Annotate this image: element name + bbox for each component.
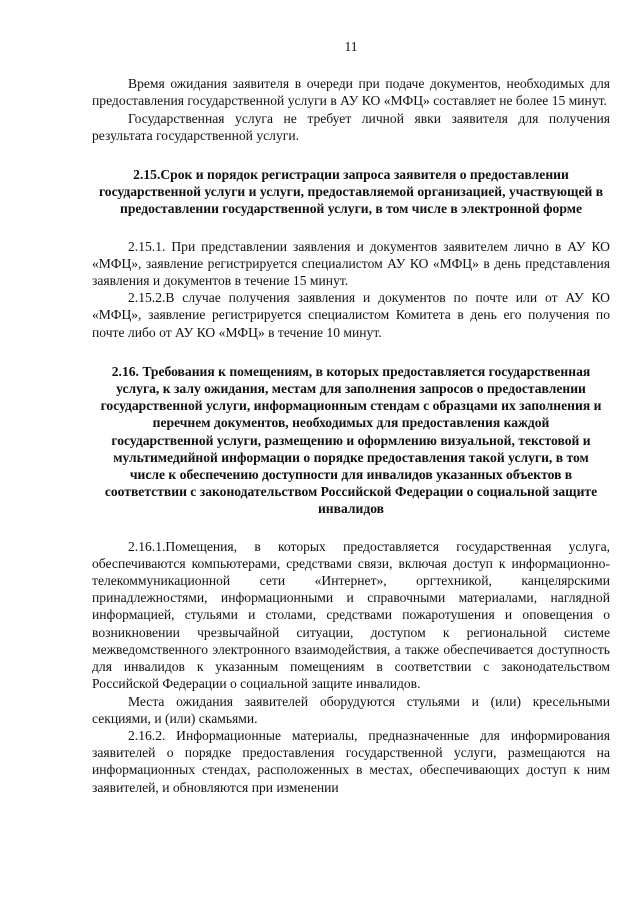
paragraph-2-15-2: 2.15.2.В случае получения заявления и документов по почте или от АУ КО «МФЦ», заявление регистрируется специалистом Комитета в день его получения по почте либо от АУ КО «МФЦ» в течение 10 минут.	[92, 290, 610, 340]
paragraph-2-16-2: 2.16.2. Информационные материалы, предназначенные для информирования заявителей о порядке предоставления государственной услуги, размещаются на информационных стендах, расположенных в местах, обеспечивающих доступ к ним заявителей, и обновляются при изменении	[92, 727, 610, 795]
section-heading-2-16: 2.16. Требования к помещениям, в которых предоставляется государственная услуга, к залу ожидания, местам для заполнения запросов о предоставлении государственной услуги, информационным стендам с образцами их заполнения и перечнем документов, необходимых для предоставления каждой государственной услуги, размещению и оформлению визуальной, текстовой и мультимедийной информации о порядке предоставления такой услуги, в том числе к обеспечению доступности для инвалидов указанных объектов в соответствии с законодательством Российской Федерации о социальной защите инвалидов	[100, 363, 602, 517]
paragraph-2-15-1: 2.15.1. При представлении заявления и документов заявителем лично в АУ КО «МФЦ», заявление регистрируется специалистом АУ КО «МФЦ» в день представления заявления и документов в течение 15 минут.	[92, 238, 610, 289]
page-number: 11	[344, 39, 358, 54]
section-heading-2-15: 2.15.Срок и порядок регистрации запроса заявителя о предоставлении государственной услуги и услуги, предоставляемой организацией, участвующей в предоставлении государственной услуги, в том числе в электронной форме	[98, 167, 604, 217]
paragraph-2-16-1: 2.16.1.Помещения, в которых предоставляется государственная услуга, обеспечиваются компьютерами, средствами связи, включая доступ к информационно-телекоммуникационной сети «Интернет», оргтехникой, канцелярскими принадлежностями, информационными и справочными материалами, наглядной информацией, стульями и столами, средствами пожаротушения и оповещения о возникновении чрезвычайной ситуации, доступом к региональной системе межведомственного электронного взаимодействия, а также обеспечивается доступность для инвалидов к указанным помещениям в соответствии с законодательством Российской Федерации о социальной защите инвалидов.	[92, 538, 610, 692]
paragraph-waiting-time: Время ожидания заявителя в очереди при подаче документов, необходимых для предоставления государственной услуги в АУ КО «МФЦ» составляет не более 15 минут.	[92, 76, 610, 109]
paragraph-no-personal-presence: Государственная услуга не требует личной явки заявителя для получения результата государственной услуги.	[92, 110, 610, 143]
paragraph-waiting-places: Места ожидания заявителей оборудуются стульями и (или) кресельными секциями, и (или) скамьями.	[92, 693, 610, 726]
